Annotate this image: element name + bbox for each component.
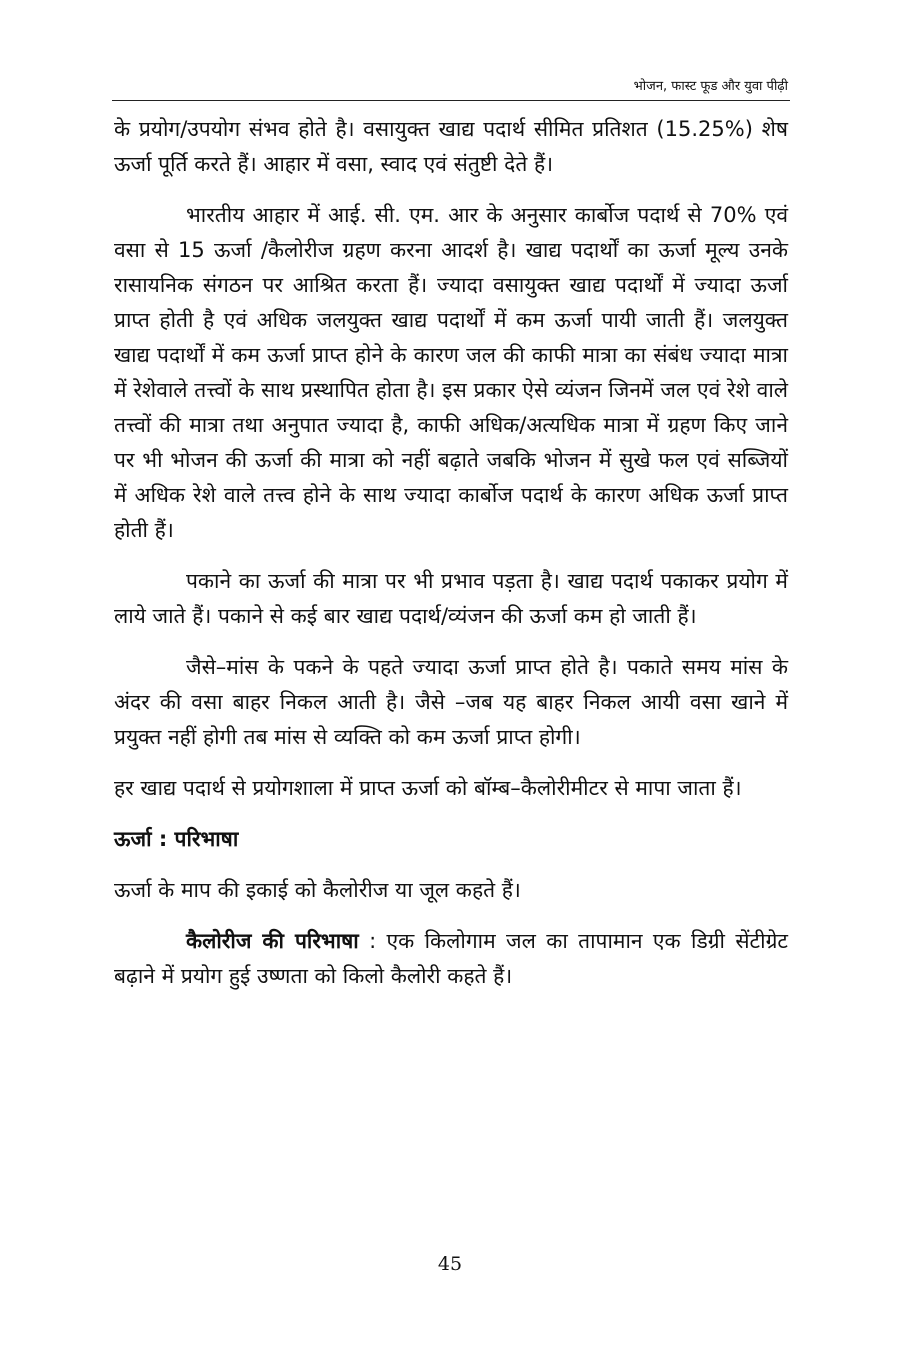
running-header: भोजन, फास्ट फूड और युवा पीढ़ी <box>633 79 788 94</box>
paragraph-meat-example: जैसे–मांस के पकने के पहते ज्यादा ऊर्जा प्राप्त होते है। पकाते समय मांस के अंदर की वसा बाहर निकल आती है। जैसे –जब यह बाहर निकल आयी वसा खाने में प्रयुक्त नहीं होगी तब मांस से व्यक्ति को कम ऊर्जा प्राप्त होगी। <box>114 655 788 749</box>
paragraph-bomb-calorimeter: हर खाद्य पदार्थ से प्रयोगशाला में प्राप्त ऊर्जा को बॉम्ब–कैलोरीमीटर से मापा जाता हैं। <box>114 776 742 800</box>
definition-text: : एक किलोगाम जल का तापामान एक डिग्री सेंटीग्रेट बढ़ाने में प्रयोग हुई उष्णता को किलो कैलोरी कहते हैं। <box>114 929 788 988</box>
page-number: 45 <box>437 1253 463 1275</box>
paragraph-energy-unit: ऊर्जा के माप की इकाई को कैलोरीज या जूल कहते हैं। <box>114 878 521 902</box>
paragraph-cooking-effect: पकाने का ऊर्जा की मात्रा पर भी प्रभाव पड़ता है। खाद्य पदार्थ पकाकर प्रयोग में लाये जाते हैं। पकाने से कई बार खाद्य पदार्थ/व्यंजन की ऊर्जा कम हो जाती हैं। <box>114 569 788 628</box>
page-body <box>114 112 788 1010</box>
header-rule <box>112 100 790 101</box>
definition-label: कैलोरीज की परिभाषा <box>186 929 359 953</box>
paragraph-indian-diet: भारतीय आहार में आई. सी. एम. आर के अनुसार कार्बोज पदार्थ से 70% एवं वसा से 15 ऊर्जा /कैलोरीज ग्रहण करना आदर्श है। खाद्य पदार्थों का ऊर्जा मूल्य उनके रासायनिक संगठन पर आश्रित करता हैं। ज्यादा वसायुक्त खाद्य पदार्थों में ज्यादा ऊर्जा प्राप्त होती है एवं अधिक जलयुक्त खाद्य पदार्थों में कम ऊर्जा पायी जाती हैं। जलयुक्त खाद्य पदार्थों में कम ऊर्जा प्राप्त होने के कारण जल की काफी मात्रा का संबंध ज्यादा मात्रा में रेशेवाले तत्त्वों के साथ प्रस्थापित होता है। इस प्रकार ऐसे व्यंजन जिनमें जल एवं रेशे वाले तत्त्वों की मात्रा तथा अनुपात ज्यादा है, काफी अधिक/अत्यधिक मात्रा में ग्रहण किए जाने पर भी भोजन की ऊर्जा की मात्रा को नहीं बढ़ाते जबकि भोजन में सुखे फल एवं सब्जियों में अधिक रेशे वाले तत्त्व होने के साथ ज्यादा कार्बोज पदार्थ के कारण अधिक ऊर्जा प्राप्त होती हैं। <box>114 203 788 542</box>
paragraph-calorie-definition <box>114 924 788 994</box>
paragraph-continuation: के प्रयोग/उपयोग संभव होते है। वसायुक्त खाद्य पदार्थ सीमित प्रतिशत (15.25%) शेष ऊर्जा पूर्ति करते हैं। आहार में वसा, स्वाद एवं संतुष्टी देते हैं। <box>114 117 788 176</box>
section-heading: ऊर्जा : परिभाषा <box>114 827 239 851</box>
